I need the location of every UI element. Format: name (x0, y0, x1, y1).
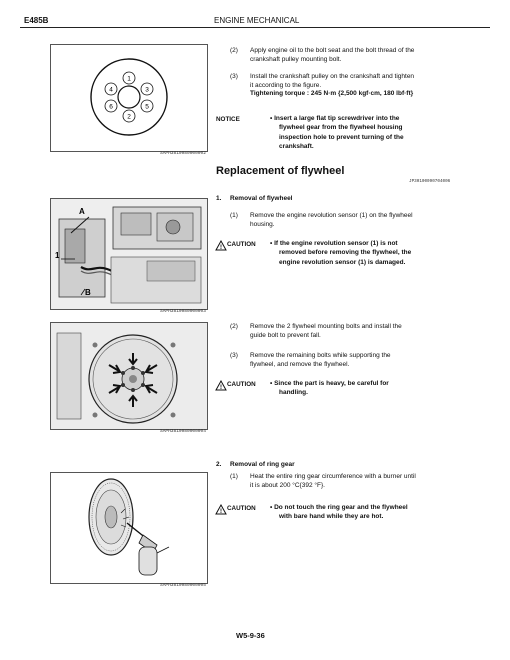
figure-1-caption: SAPH3810080000002 (160, 151, 206, 156)
text-line: Apply engine oil to the bolt seat and the bolt thread of the (250, 47, 415, 54)
text-line: Install the crankshaft pulley on the crankshaft and tighten (250, 73, 415, 80)
text-line: Remove the engine revolution sensor (1) on the flywheel (250, 212, 413, 219)
bolt-number-2: 2 (127, 113, 131, 121)
step-1-heading: Removal of flywheel (230, 195, 293, 202)
svg-text:!: ! (220, 509, 222, 515)
header-rule (20, 27, 490, 28)
ring-gear-diagram (51, 473, 207, 583)
caution-label: CAUTION (227, 505, 256, 512)
text-line: • If the engine revolution sensor (1) is not (270, 240, 398, 247)
text-line: handling. (279, 389, 308, 397)
text-line: guide bolt to prevent fall. (250, 331, 321, 339)
bolt-number-3: 3 (145, 86, 149, 94)
figure-ring-gear (50, 472, 208, 584)
label-b: B (85, 288, 91, 297)
engine-sensor-photo (51, 199, 207, 309)
warning-triangle-icon (215, 502, 227, 520)
step-2-number: 2. (216, 461, 222, 468)
text-line: crankshaft. (279, 143, 314, 151)
text-line: • Since the part is heavy, be careful for (270, 380, 389, 387)
step-number: (2) (230, 323, 238, 330)
bolt-number-5: 5 (145, 103, 149, 111)
label-a: A (79, 207, 85, 216)
bolt-number-4: 4 (109, 86, 113, 94)
figure-2-caption: SAPH3810080000003 (160, 309, 206, 314)
caution-label: CAUTION (227, 241, 256, 248)
page-number: W5-9-36 (236, 631, 265, 640)
step-number: (3) (230, 352, 238, 359)
text-line: Remove the remaining bolts while supporting the (250, 352, 391, 359)
text-line: flywheel, and remove the flywheel. (250, 360, 350, 368)
text-line: inspection hole to prevent turning of the (279, 133, 404, 141)
text-line: • Insert a large flat tip screwdriver into the (270, 115, 400, 122)
bolt-number-1: 1 (127, 75, 131, 83)
figure-4-caption: SAPH3810080000005 (160, 583, 206, 588)
section-title: ENGINE MECHANICAL (214, 16, 300, 25)
step-2-text (250, 47, 480, 64)
step-number: (1) (230, 212, 238, 219)
step-1-1-text (250, 212, 485, 229)
step-1-number: 1. (216, 195, 222, 202)
figure-flywheel-bolts (50, 322, 208, 430)
text-line: • Do not touch the ring gear and the flywheel (270, 504, 408, 511)
text-line: housing. (250, 220, 275, 228)
caution-text (270, 503, 485, 522)
bolt-number-6: 6 (109, 103, 113, 111)
step-1-3-text (250, 352, 485, 369)
caution-text (270, 239, 485, 267)
text-line: with bare hand while they are hot. (279, 513, 384, 521)
figure-3-caption: SAPH3810080000004 (160, 429, 206, 434)
flywheel-diagram (51, 323, 207, 429)
warning-triangle-icon (215, 238, 227, 256)
crankshaft-pulley-diagram (51, 45, 207, 151)
svg-text:!: ! (220, 385, 222, 391)
text-line: it according to the figure. (250, 81, 322, 89)
step-2-1-text (250, 473, 485, 490)
caution-label: CAUTION (227, 381, 256, 388)
text-line: Heat the entire ring gear circumference with a burner until (250, 473, 416, 480)
model-name: E485B (24, 16, 49, 25)
notice-label: NOTICE (216, 116, 240, 123)
tightening-torque: Tightening torque : 245 N·m {2,500 kgf·cm, 180 lbf·ft} (250, 90, 414, 98)
warning-triangle-icon (215, 378, 227, 396)
step-2-heading: Removal of ring gear (230, 461, 295, 468)
text-line: flywheel gear from the flywheel housing (279, 124, 403, 132)
text-line: crankshaft pulley mounting bolt. (250, 55, 342, 63)
svg-text:!: ! (220, 245, 222, 251)
caution-text (270, 379, 485, 398)
step-number: (2) (230, 47, 238, 54)
label-1: 1 (55, 251, 60, 260)
text-line: engine revolution sensor (1) is damaged. (279, 258, 406, 266)
section-code: JP30100090704006 (409, 179, 451, 184)
figure-revolution-sensor (50, 198, 208, 310)
figure-bolt-order (50, 44, 208, 152)
step-number: (3) (230, 73, 238, 80)
text-line: removed before removing the flywheel, the (279, 249, 412, 257)
section-heading: Replacement of flywheel (216, 165, 345, 177)
step-number: (1) (230, 473, 238, 480)
notice-text (270, 114, 485, 152)
text-line: it is about 200 °C{392 °F}. (250, 481, 325, 489)
text-line: Remove the 2 flywheel mounting bolts and install the (250, 323, 402, 330)
step-1-2-text (250, 323, 485, 340)
step-3-text (250, 73, 490, 99)
